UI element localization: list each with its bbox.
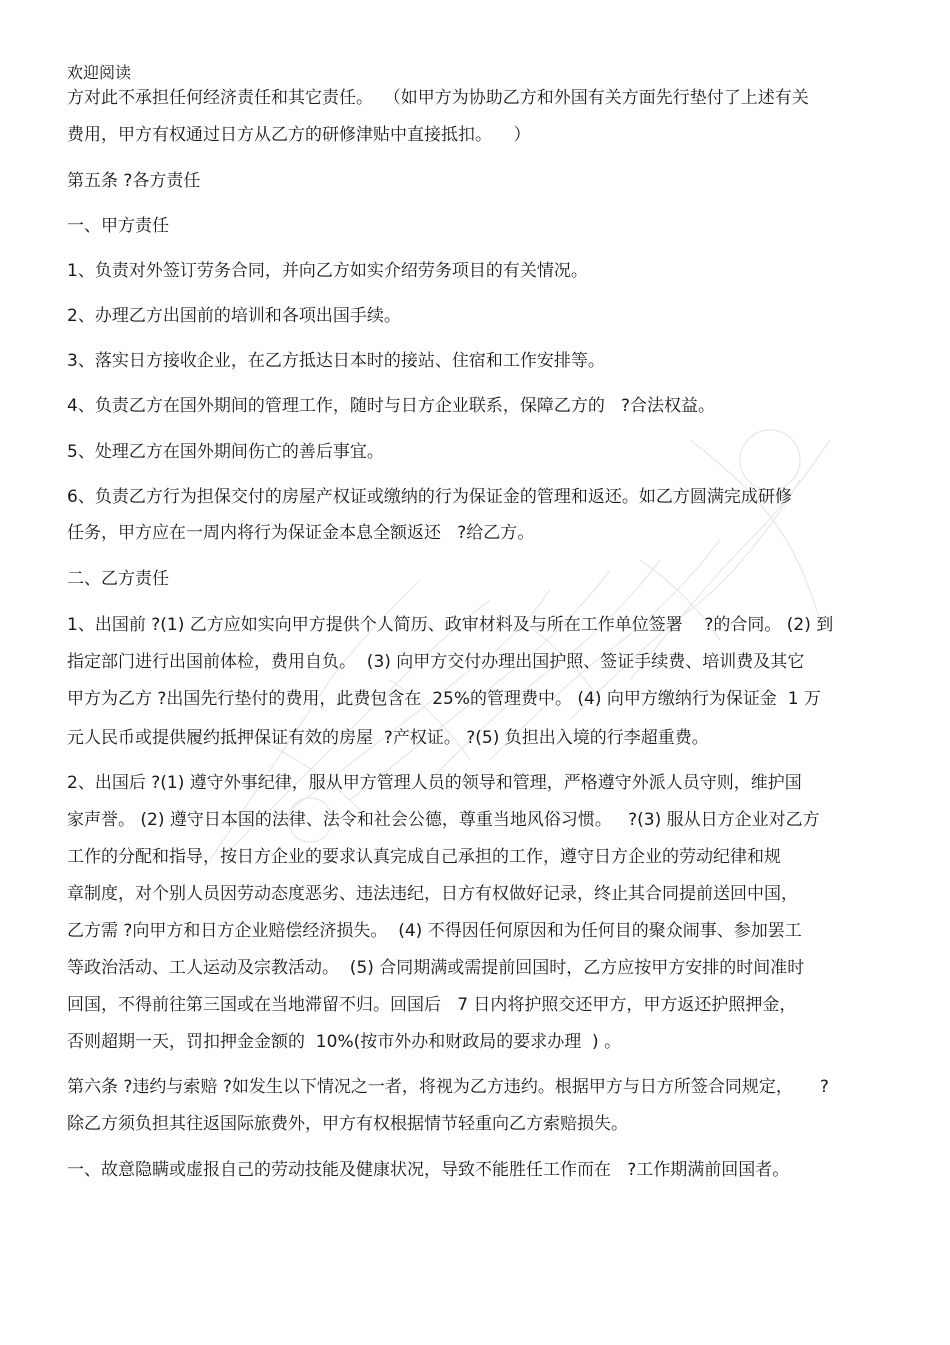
- text-line: 费用，甲方有权通过日方从乙方的研修津贴中直接抵扣。 ）: [67, 125, 531, 145]
- text-line: 4、负责乙方在国外期间的管理工作，随时与日方企业联系，保障乙方的 ?合法权益。: [67, 396, 716, 416]
- text-line: 除乙方须负担其往返国际旅费外，甲方有权根据情节轻重向乙方索赔损失。: [67, 1114, 628, 1134]
- subsection-heading: 二、乙方责任: [67, 569, 169, 589]
- text-line: 任务，甲方应在一周内将行为保证金本息全额返还 ?给乙方。: [67, 523, 535, 543]
- text-line: 回国，不得前往第三国或在当地滞留不归。回国后 7 日内将护照交还甲方，甲方返还护照押金，: [67, 995, 797, 1015]
- text-line: 1、出国前 ?(1) 乙方应如实向甲方提供个人简历、政审材料及与所在工作单位签署 ?的合同。 (2) 到: [67, 615, 834, 635]
- subsection-heading: 一、甲方责任: [67, 216, 169, 236]
- text-line: 甲方为乙方 ?出国先行垫付的费用，此费包含在 25%的管理费中。 (4) 向甲方缴纳行为保证金 1 万: [67, 689, 821, 709]
- text-line: 指定部门进行出国前体检，费用自负。 (3) 向甲方交付办理出国护照、签证手续费、培训费及其它: [67, 652, 805, 672]
- text-line: 5、处理乙方在国外期间伤亡的善后事宜。: [67, 442, 384, 462]
- section-heading: 第六条 ?违约与索赔 ?如发生以下情况之一者，将视为乙方违约。根据甲方与日方所签合同规定， ?: [67, 1077, 829, 1097]
- text-line: 乙方需 ?向甲方和日方企业赔偿经济损失。 (4) 不得因任何原因和为任何目的聚众闹事、参加罢工: [67, 921, 802, 941]
- text-line: 家声誉。 (2) 遵守日本国的法律、法令和社会公德，尊重当地风俗习惯。 ?(3) 服从日方企业对乙方: [67, 810, 820, 830]
- text-line: 2、出国后 ?(1) 遵守外事纪律，服从甲方管理人员的领导和管理，严格遵守外派人员守则，维护国: [67, 773, 802, 793]
- text-line: 1、负责对外签订劳务合同，并向乙方如实介绍劳务项目的有关情况。: [67, 261, 588, 281]
- text-line: 章制度，对个别人员因劳动态度恶劣、违法违纪，日方有权做好记录，终止其合同提前送回中国，: [67, 884, 798, 904]
- text-line: 6、负责乙方行为担保交付的房屋产权证或缴纳的行为保证金的管理和返还。如乙方圆满完成研修: [67, 487, 792, 507]
- text-line: 元人民币或提供履约抵押保证有效的房屋 ?产权证。 ?(5) 负担出入境的行李超重费。: [67, 728, 709, 748]
- text-line: 工作的分配和指导，按日方企业的要求认真完成自己承担的工作，遵守日方企业的劳动纪律和规: [67, 847, 781, 867]
- page-header: 欢迎阅读: [67, 63, 132, 82]
- text-line: 2、办理乙方出国前的培训和各项出国手续。: [67, 306, 401, 326]
- text-line: 3、落实日方接收企业，在乙方抵达日本时的接站、住宿和工作安排等。: [67, 351, 605, 371]
- text-line: 方对此不承担任何经济责任和其它责任。 （如甲方为协助乙方和外国有关方面先行垫付了上述有关: [67, 88, 809, 108]
- text-line: 否则超期一天，罚扣押金金额的 10%(按市外办和财政局的要求办理 ) 。: [67, 1032, 622, 1052]
- text-line: 等政治活动、工人运动及宗教活动。 (5) 合同期满或需提前回国时，乙方应按甲方安排的时间准时: [67, 958, 805, 978]
- section-heading: 第五条 ?各方责任: [67, 171, 201, 191]
- text-line: 一、故意隐瞒或虚报自己的劳动技能及健康状况，导致不能胜任工作而在 ?工作期满前回国者。: [67, 1160, 790, 1180]
